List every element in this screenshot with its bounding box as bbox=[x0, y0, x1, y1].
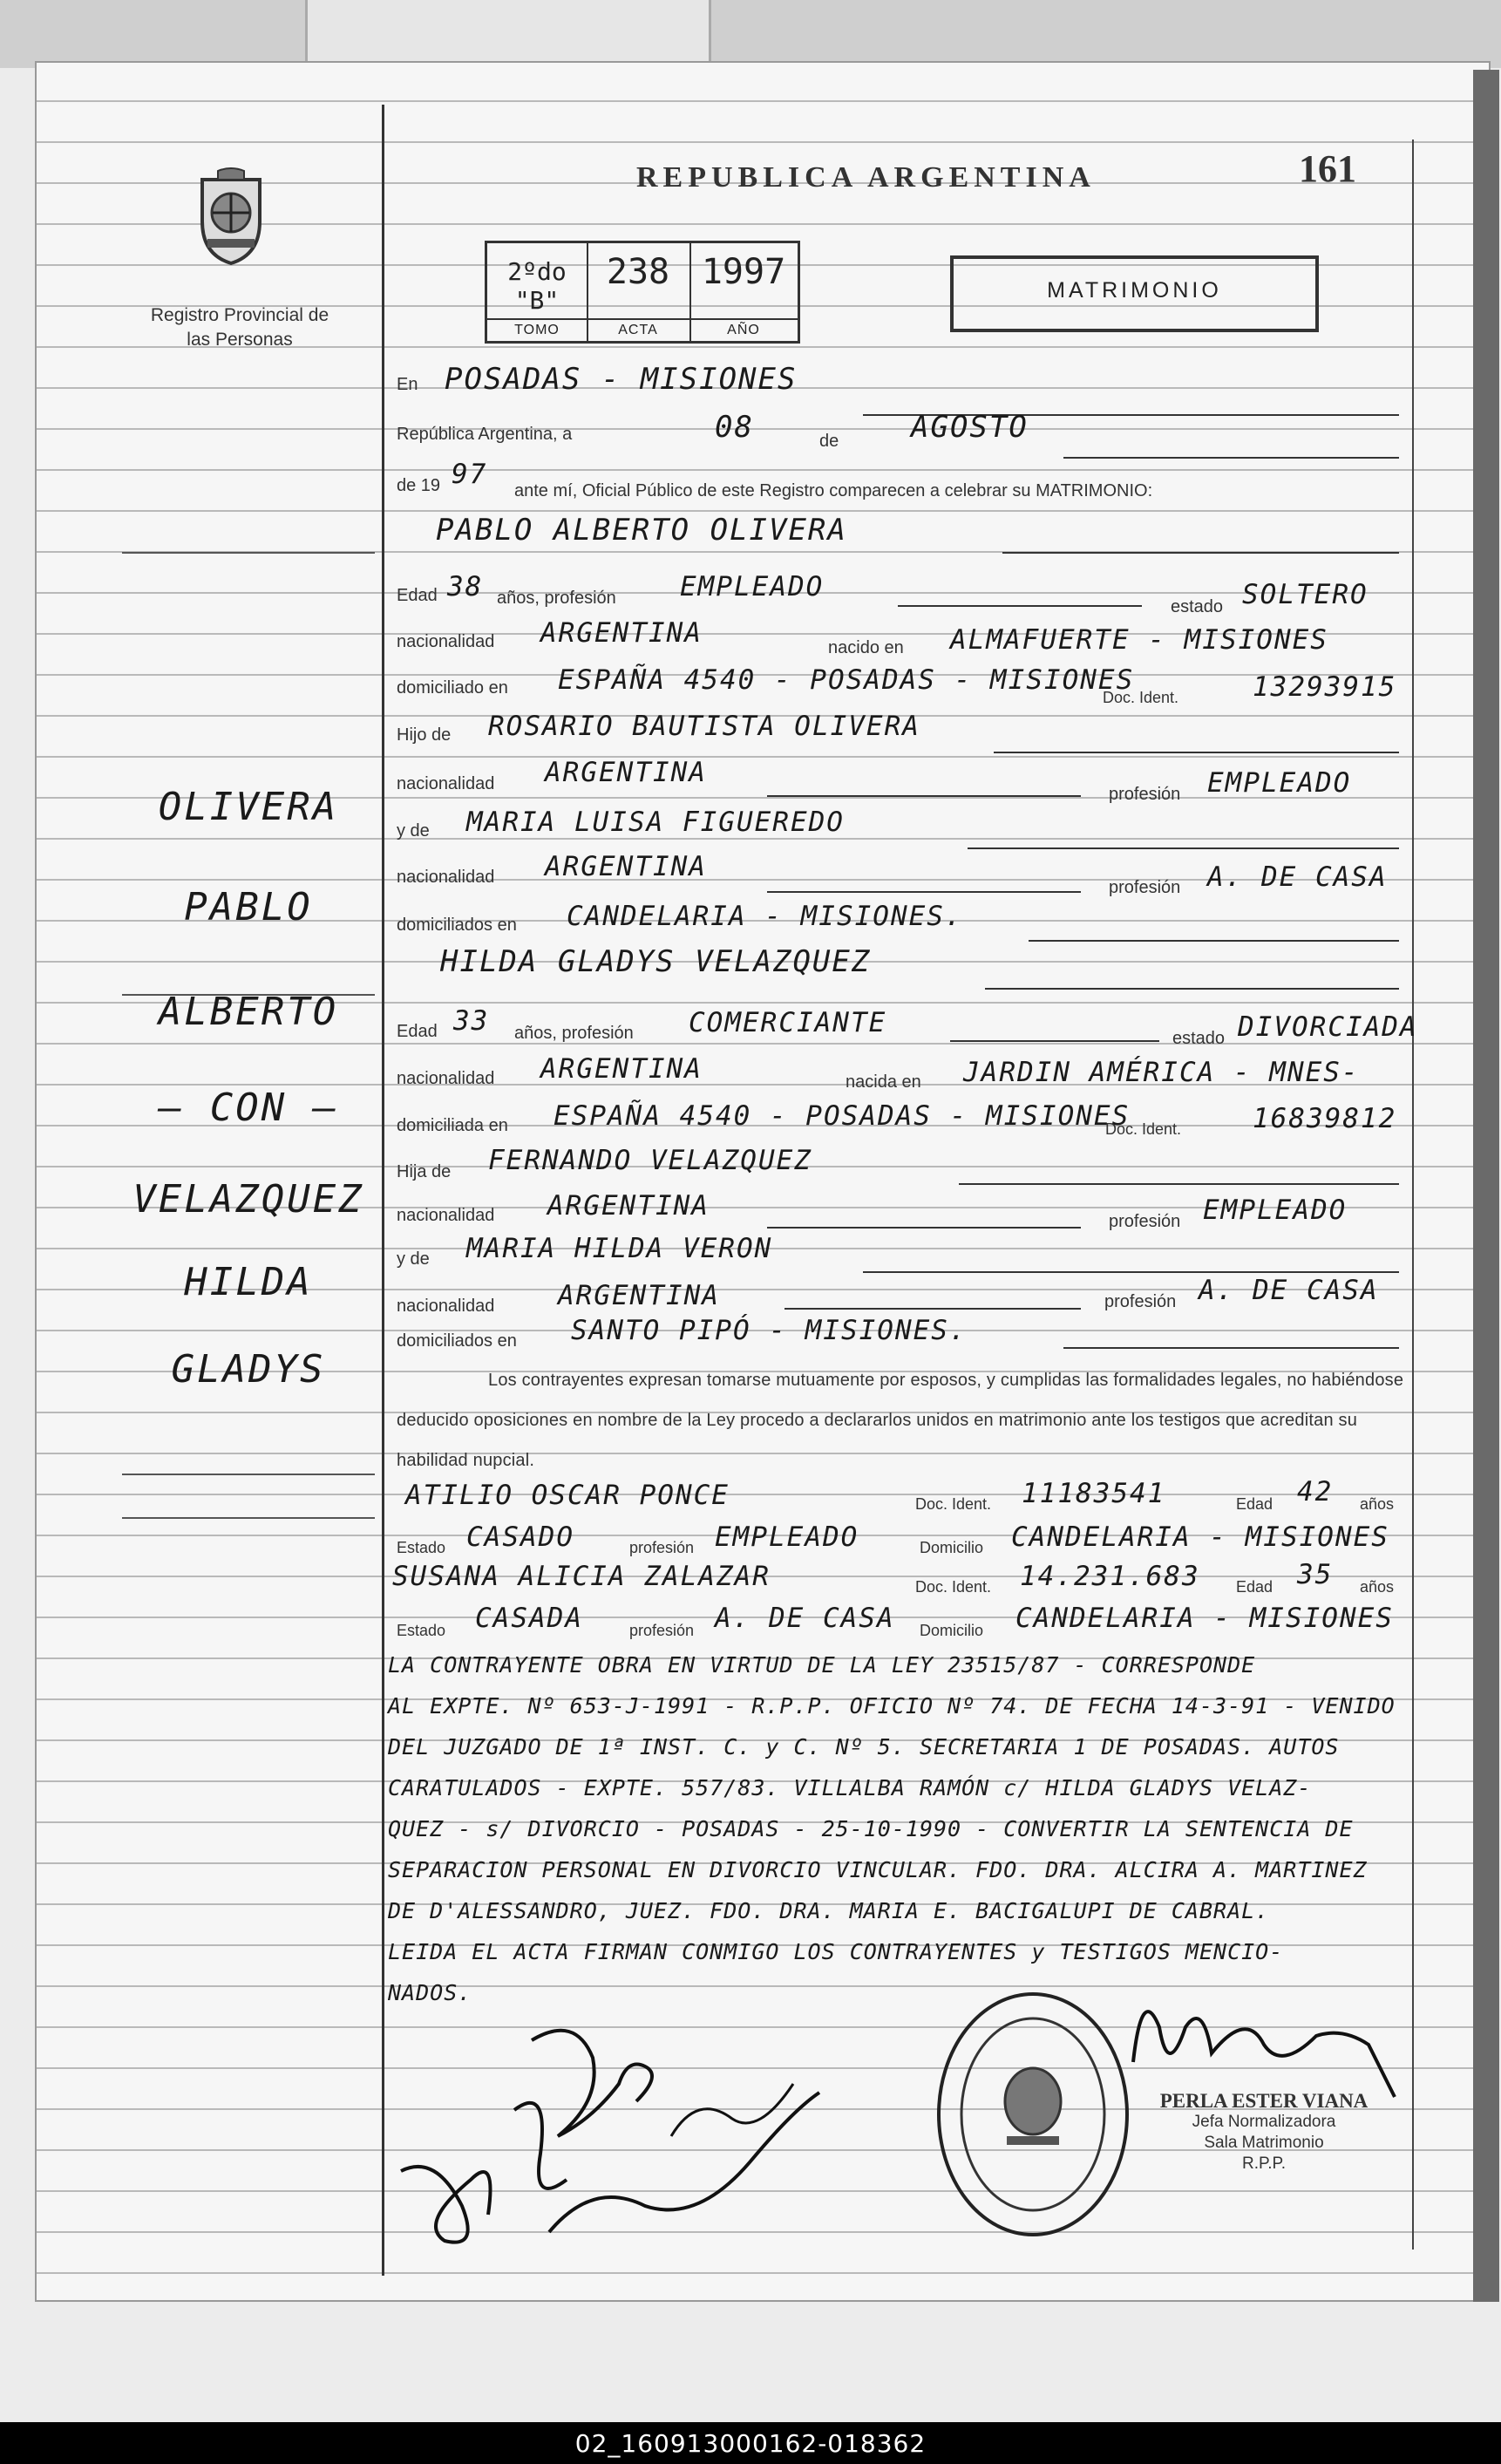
witness-2-doc-label: Doc. Ident. bbox=[915, 1578, 992, 1596]
witness-2-age: 35 bbox=[1297, 1559, 1334, 1590]
bride-mother-prof-label: profesión bbox=[1104, 1292, 1177, 1311]
tomo-value: 2ºdo "B" bbox=[507, 257, 567, 315]
official-stamp bbox=[1142, 2091, 1386, 2175]
witness-2-address: CANDELARIA - MISIONES bbox=[1015, 1603, 1394, 1634]
witness-2-estado-label: Estado bbox=[397, 1622, 446, 1639]
bride-anos-profesion-label: años, profesión bbox=[514, 1024, 634, 1043]
marriage-statement: Los contrayentes expresan tomarse mutuamente por esposos, y cumplidas las formalidades legales, no habiéndose deducido oposiciones en nombre de la Ley procedo a declararlos unidos en matrimonio ante los testigos que acreditan su habilidad nupcial. bbox=[397, 1371, 1404, 1470]
witness-2-status: CASADA bbox=[475, 1603, 583, 1634]
bride-edad-label: Edad bbox=[397, 1022, 438, 1041]
acta-cell bbox=[587, 243, 691, 341]
bride-y-de-label: y de bbox=[397, 1249, 430, 1269]
groom-doc-number: 13293915 bbox=[1253, 671, 1397, 703]
witness-1-profession: EMPLEADO bbox=[715, 1521, 859, 1553]
groom-mother: MARIA LUISA FIGUEREDO bbox=[466, 807, 845, 838]
margin-name-3: ALBERTO bbox=[158, 990, 339, 1034]
bride-address: ESPAÑA 4540 - POSADAS - MISIONES bbox=[554, 1100, 1131, 1132]
groom-nacionalidad-label: nacionalidad bbox=[397, 632, 495, 651]
groom-parents-address: CANDELARIA - MISIONES. bbox=[567, 901, 963, 932]
fill-line bbox=[767, 795, 1081, 797]
bride-domiciliada-label: domiciliada en bbox=[397, 1116, 508, 1135]
witness-1-estado-label: Estado bbox=[397, 1539, 446, 1556]
official-title-1: Jefa Normalizadora bbox=[1192, 2113, 1336, 2131]
annotation-line-1: LA CONTRAYENTE OBRA EN VIRTUD DE LA LEY 23515/87 - CORRESPONDE bbox=[388, 1652, 1256, 1678]
groom-nacido-label: nacido en bbox=[828, 638, 904, 657]
margin-rule bbox=[122, 1517, 375, 1519]
bride-marital-status: DIVORCIADA bbox=[1238, 1011, 1418, 1043]
official-name: PERLA ESTER VIANA bbox=[1159, 2090, 1369, 2112]
groom-anos-profesion-label: años, profesión bbox=[497, 589, 616, 608]
fill-line bbox=[950, 1040, 1159, 1042]
bride-father: FERNANDO VELAZQUEZ bbox=[488, 1145, 812, 1176]
bride-mother-nationality: ARGENTINA bbox=[558, 1280, 720, 1311]
year-prefix: de 19 bbox=[397, 476, 441, 495]
groom-doc-label: Doc. Ident. bbox=[1103, 689, 1179, 706]
month-value: AGOSTO bbox=[911, 410, 1029, 445]
page-number: 161 bbox=[1299, 147, 1356, 190]
groom-father-prof-label: profesión bbox=[1109, 785, 1181, 804]
bride-hija-label: Hija de bbox=[397, 1162, 452, 1181]
groom-estado-label: estado bbox=[1171, 597, 1224, 616]
groom-father-nac-label: nacionalidad bbox=[397, 774, 495, 793]
place-value: POSADAS - MISIONES bbox=[445, 362, 798, 397]
bride-nacida-label: nacida en bbox=[846, 1072, 921, 1092]
groom-age: 38 bbox=[447, 571, 484, 602]
groom-father-nationality: ARGENTINA bbox=[545, 757, 707, 788]
witness-1-profesion-label: profesión bbox=[629, 1539, 695, 1556]
ano-cell bbox=[689, 243, 798, 341]
witness-1-age: 42 bbox=[1297, 1476, 1334, 1508]
bride-father-nac-label: nacionalidad bbox=[397, 1206, 495, 1225]
groom-father-profession: EMPLEADO bbox=[1207, 767, 1352, 799]
groom-mother-prof-label: profesión bbox=[1109, 878, 1181, 897]
witness-1-edad-label: Edad bbox=[1236, 1495, 1273, 1513]
page-edge bbox=[1473, 70, 1499, 2302]
annotation-line-4: CARATULADOS - EXPTE. 557/83. VILLALBA RAMÓN c/ HILDA GLADYS VELAZ- bbox=[388, 1775, 1312, 1800]
spine-binding bbox=[305, 0, 711, 61]
bride-name: HILDA GLADYS VELAZQUEZ bbox=[440, 944, 872, 979]
annotation-line-9: NADOS. bbox=[388, 1980, 472, 2005]
year-suffix: 97 bbox=[452, 459, 488, 490]
bride-mother-nac-label: nacionalidad bbox=[397, 1297, 495, 1316]
document-type-label: MATRIMONIO bbox=[1047, 278, 1222, 303]
bride-mother-profession: A. DE CASA bbox=[1199, 1275, 1379, 1306]
margin-name-2: PABLO bbox=[184, 885, 313, 929]
witness-2-profession: A. DE CASA bbox=[715, 1603, 895, 1634]
witness-1-address: CANDELARIA - MISIONES bbox=[1011, 1521, 1389, 1553]
bride-doc-number: 16839812 bbox=[1253, 1103, 1397, 1134]
annotation-line-3: DEL JUZGADO DE 1ª INST. C. y C. Nº 5. SECRETARIA 1 DE POSADAS. AUTOS bbox=[388, 1734, 1340, 1760]
bride-parents-address: SANTO PIPÓ - MISIONES. bbox=[571, 1315, 968, 1346]
ano-label: AÑO bbox=[689, 318, 798, 341]
tomo-label: TOMO bbox=[487, 318, 587, 341]
groom-father: ROSARIO BAUTISTA OLIVERA bbox=[488, 711, 920, 742]
witness-2-anos-label: años bbox=[1360, 1578, 1395, 1596]
groom-address: ESPAÑA 4540 - POSADAS - MISIONES bbox=[558, 664, 1135, 696]
witness-1-name: ATILIO OSCAR PONCE bbox=[405, 1480, 730, 1511]
groom-profession: EMPLEADO bbox=[680, 571, 825, 602]
margin-name-4: — CON — bbox=[158, 1086, 339, 1130]
fill-line bbox=[1029, 940, 1399, 942]
official-seal-icon bbox=[933, 1988, 1133, 2241]
official-title-3: R.P.P. bbox=[1241, 2154, 1286, 2173]
groom-mother-nac-label: nacionalidad bbox=[397, 868, 495, 887]
book-spine bbox=[0, 0, 1501, 68]
official-title-2: Sala Matrimonio bbox=[1204, 2134, 1324, 2152]
document-type-box bbox=[950, 255, 1319, 332]
fill-line bbox=[863, 1271, 1399, 1273]
groom-birthplace: ALMAFUERTE - MISIONES bbox=[950, 624, 1328, 656]
bride-father-nationality: ARGENTINA bbox=[547, 1190, 710, 1222]
groom-mother-nationality: ARGENTINA bbox=[545, 851, 707, 882]
margin-rule bbox=[122, 552, 375, 554]
tomo-cell bbox=[487, 243, 588, 341]
fill-line bbox=[898, 605, 1142, 607]
annotation-line-6: SEPARACION PERSONAL EN DIVORCIO VINCULAR. FDO. DRA. ALCIRA A. MARTINEZ bbox=[388, 1857, 1368, 1882]
bride-doc-label: Doc. Ident. bbox=[1105, 1120, 1182, 1138]
groom-domiciliados-label: domiciliados en bbox=[397, 915, 517, 935]
annotation-line-8: LEIDA EL ACTA FIRMAN CONMIGO LOS CONTRAYENTES y TESTIGOS MENCIO- bbox=[388, 1939, 1284, 1964]
fill-line bbox=[985, 988, 1399, 990]
bride-father-prof-label: profesión bbox=[1109, 1212, 1181, 1231]
margin-name-5: VELAZQUEZ bbox=[132, 1177, 364, 1222]
fill-line bbox=[994, 752, 1399, 753]
bride-estado-label: estado bbox=[1172, 1029, 1226, 1048]
fill-line bbox=[767, 1227, 1081, 1229]
bride-nationality: ARGENTINA bbox=[540, 1053, 703, 1085]
margin-name-1: OLIVERA bbox=[158, 785, 339, 829]
witness-2-doc: 14.231.683 bbox=[1020, 1561, 1200, 1592]
annotation-line-2: AL EXPTE. Nº 653-J-1991 - R.P.P. OFICIO Nº 74. DE FECHA 14-3-91 - VENIDO bbox=[388, 1693, 1396, 1719]
groom-name: PABLO ALBERTO OLIVERA bbox=[436, 513, 847, 548]
groom-y-de-label: y de bbox=[397, 821, 430, 841]
groom-hijo-label: Hijo de bbox=[397, 725, 452, 745]
fill-line bbox=[1063, 1347, 1399, 1349]
witness-1-doc-label: Doc. Ident. bbox=[915, 1495, 992, 1513]
bride-father-profession: EMPLEADO bbox=[1203, 1195, 1348, 1226]
witness-1-anos-label: años bbox=[1360, 1495, 1395, 1513]
witness-2-domicilio-label: Domicilio bbox=[920, 1622, 984, 1639]
margin-name-7: GLADYS bbox=[171, 1347, 326, 1392]
groom-mother-profession: A. DE CASA bbox=[1207, 861, 1388, 893]
groom-edad-label: Edad bbox=[397, 586, 438, 605]
fill-line bbox=[1002, 552, 1399, 554]
bride-age: 33 bbox=[453, 1005, 490, 1037]
groom-marital-status: SOLTERO bbox=[1242, 579, 1369, 610]
country-title: REPUBLICA ARGENTINA bbox=[636, 161, 1096, 194]
annotation-line-7: DE D'ALESSANDRO, JUEZ. FDO. DRA. MARIA E. BACIGALUPI DE CABRAL. bbox=[388, 1898, 1270, 1923]
bride-nacionalidad-label: nacionalidad bbox=[397, 1069, 495, 1088]
groom-domiciliado-label: domiciliado en bbox=[397, 678, 508, 698]
acta-label: ACTA bbox=[587, 318, 689, 341]
fill-line bbox=[1063, 457, 1399, 459]
signatures-graphic bbox=[384, 2005, 924, 2267]
registry-label: Registro Provincial de las Personas bbox=[150, 305, 329, 350]
groom-nationality: ARGENTINA bbox=[540, 617, 703, 649]
provincial-emblem-icon bbox=[194, 167, 268, 265]
acta-value: 238 bbox=[606, 252, 670, 292]
margin-rule bbox=[122, 1474, 375, 1475]
bride-mother: MARIA HILDA VERON bbox=[466, 1233, 773, 1264]
witness-1-status: CASADO bbox=[466, 1521, 574, 1553]
fill-line bbox=[959, 1183, 1399, 1185]
republica-label: República Argentina, a bbox=[397, 425, 573, 444]
record-number-box bbox=[485, 241, 800, 344]
day-value: 08 bbox=[715, 410, 754, 445]
margin-name-6: HILDA bbox=[184, 1260, 313, 1304]
witness-1-doc: 11183541 bbox=[1022, 1478, 1166, 1509]
bride-profession: COMERCIANTE bbox=[689, 1007, 887, 1038]
witness-1-domicilio-label: Domicilio bbox=[920, 1539, 984, 1556]
witness-2-edad-label: Edad bbox=[1236, 1578, 1273, 1596]
image-identifier: 02_160913000162-018362 bbox=[574, 2429, 927, 2458]
witness-2-profesion-label: profesión bbox=[629, 1622, 695, 1639]
fill-line bbox=[784, 1308, 1081, 1310]
de-label: de bbox=[819, 432, 839, 451]
fill-line bbox=[767, 891, 1081, 893]
witness-2-name: SUSANA ALICIA ZALAZAR bbox=[392, 1561, 771, 1592]
ano-value: 1997 bbox=[701, 252, 786, 292]
fill-line bbox=[968, 847, 1399, 849]
annotation-line-5: QUEZ - s/ DIVORCIO - POSADAS - 25-10-1990 - CONVERTIR LA SENTENCIA DE bbox=[388, 1816, 1354, 1841]
bride-domiciliados-label: domiciliados en bbox=[397, 1331, 517, 1351]
intro-sentence: ante mí, Oficial Público de este Registro comparecen a celebrar su MATRIMONIO: bbox=[514, 481, 1153, 500]
en-label: En bbox=[397, 375, 418, 394]
bride-birthplace: JARDIN AMÉRICA - MNES- bbox=[963, 1057, 1360, 1088]
